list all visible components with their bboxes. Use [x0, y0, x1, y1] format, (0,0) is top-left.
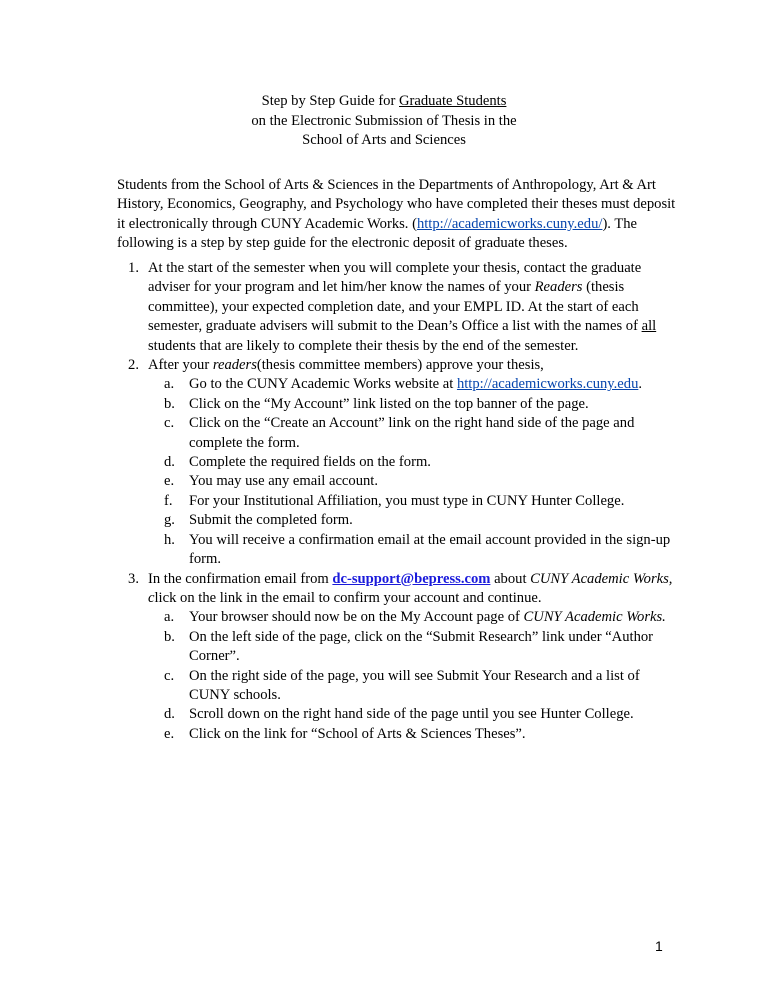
- title-underlined: Graduate Students: [399, 93, 507, 109]
- step-3: 3. In the confirmation email from dc-support@bepress.com about CUNY Academic Works, click on the link in the email to confirm your account and continue.: [117, 570, 677, 609]
- step-2h: h. You will receive a confirmation email at the email account provided in the sign-up form.: [164, 531, 671, 568]
- step-3a: a. Your browser should now be on the My Account page of CUNY Academic Works.: [164, 609, 666, 626]
- step-3c: c. On the right side of the page, you will see Submit Your Research and a list of CUNY schools.: [164, 667, 640, 703]
- step-number: 1.: [128, 260, 139, 276]
- steps-list: [117, 259, 677, 744]
- step-1: 1. At the start of the semester when you will complete your thesis, contact the graduate adviser for your program and let him/her know the names of your Readers (thesis committee), your expected completion date, and your EMPL ID. At the start of each semester, graduate advisers will submit to the Dean’s Office a list with the names of all students that are likely to complete their thesis by the end of the semester.: [117, 259, 677, 356]
- step-2c: c. Click on the “Create an Account” link on the right hand side of the page and complete the form.: [164, 415, 635, 451]
- title-line-2: on the Electronic Submission of Thesis in the: [251, 112, 517, 129]
- title-line-1: Step by Step Guide for Graduate Students: [261, 93, 507, 109]
- support-email-link[interactable]: dc-support@bepress.com: [332, 570, 491, 587]
- step-2g: g. Submit the completed form.: [164, 512, 353, 529]
- intro-paragraph: Students from the School of Arts & Sciences in the Departments of Anthropology, Art & Art History, Economics, Geography, and Psychology who have completed their theses must deposit it electronically through CUNY Academic Works. (http://academicworks.cuny.edu/). The following is a step by step guide for the electronic deposit of graduate theses.: [117, 177, 676, 252]
- academic-works-link-2[interactable]: http://academicworks.cuny.edu: [456, 376, 639, 393]
- page-number: 1: [655, 938, 663, 954]
- document-title: [0, 92, 768, 151]
- step-number: 2.: [128, 357, 139, 374]
- academic-works-link[interactable]: http://academicworks.cuny.edu/: [416, 215, 603, 232]
- step-3e: e. Click on the link for “School of Arts & Sciences Theses”.: [164, 725, 526, 742]
- step-number: 3.: [128, 570, 139, 587]
- title-line-3: School of Arts and Sciences: [302, 132, 466, 148]
- step-2f: f. For your Institutional Affiliation, you must type in CUNY Hunter College.: [164, 492, 625, 509]
- step-2: 2. After your readers(thesis committee members) approve your thesis,: [117, 356, 677, 375]
- step-2b: b. Click on the “My Account” link listed on the top banner of the page.: [164, 395, 589, 412]
- step-2e: e. You may use any email account.: [164, 473, 379, 490]
- step-2a: a. Go to the CUNY Academic Works website at http://academicworks.cuny.edu.: [164, 376, 643, 393]
- step-2d: d. Complete the required fields on the form.: [164, 454, 431, 471]
- step-3d: d. Scroll down on the right hand side of the page until you see Hunter College.: [164, 706, 634, 723]
- step-3b: b. On the left side of the page, click on the “Submit Research” link under “Author Corner”.: [164, 628, 654, 665]
